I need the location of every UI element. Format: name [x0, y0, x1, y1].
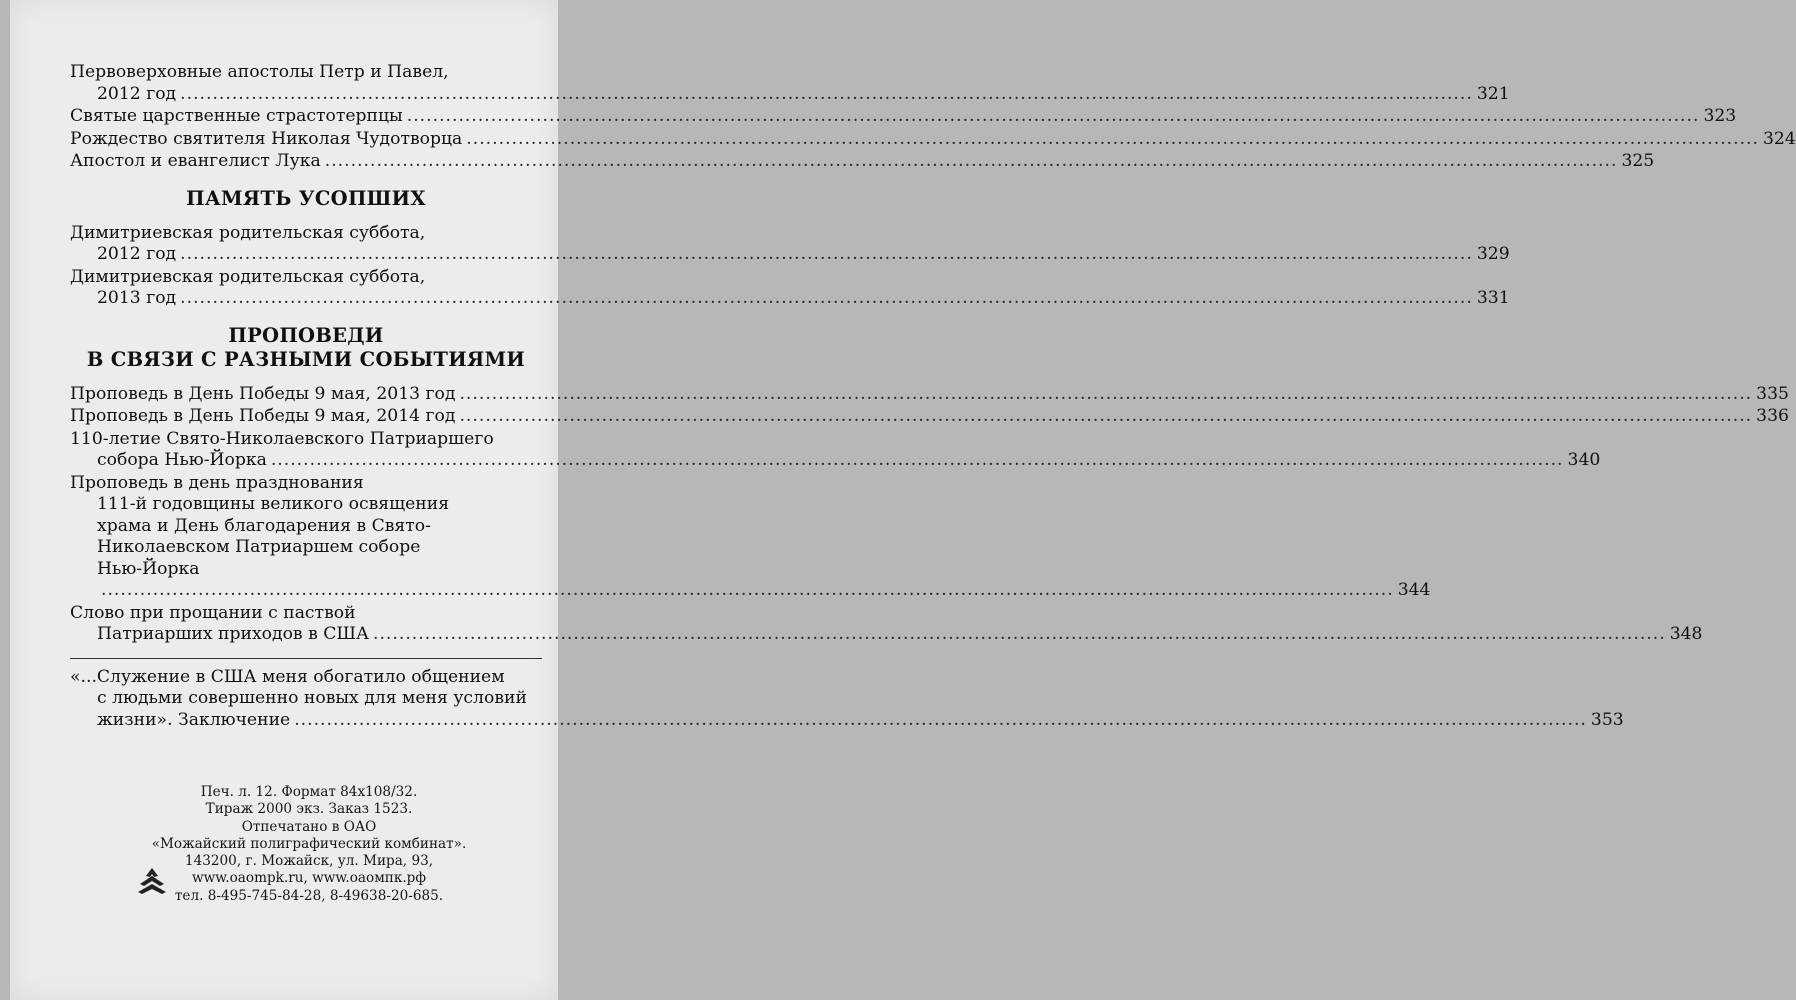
toc-entry	[70, 222, 1510, 266]
toc-page-number: 348	[1669, 624, 1703, 644]
toc-page-number: 331	[1476, 288, 1510, 308]
toc-entry-title-line: с людьми совершенно новых для меня условий	[97, 688, 527, 708]
toc-entry-title-line: собора Нью-Йорка	[97, 450, 267, 470]
imprint-line: www.oaompk.ru, www.оаомпк.рф	[191, 870, 426, 887]
divider	[70, 658, 542, 659]
toc-entry-title-line: Проповедь в День Победы 9 мая, 2014 год	[70, 406, 456, 426]
toc-entry-title-line: 2012 год	[97, 83, 177, 104]
toc-page-number: 353	[1590, 709, 1624, 730]
imprint-block	[128, 784, 490, 905]
dot-leader: ........................................................................................................................................................................................................	[180, 288, 1473, 308]
imprint-line: «Можайский полиграфический комбинат».	[151, 835, 467, 852]
toc-entry-title-line: Святые царственные страстотерпцы	[70, 106, 403, 126]
toc-page-number: 324	[1762, 128, 1796, 149]
dot-leader: ........................................................................................................................................................................................................	[466, 128, 1759, 149]
toc-entry	[70, 266, 1510, 310]
toc-entry	[70, 406, 1789, 428]
toc-entry-title-line: Проповедь в День Победы 9 мая, 2013 год	[70, 383, 456, 404]
toc-entry	[70, 428, 1601, 472]
toc-group-sermons	[70, 383, 1789, 646]
dot-leader: ........................................................................................................................................................................................................	[324, 151, 1618, 171]
toc-entry-title-line: жизни». Заключение	[97, 709, 291, 730]
imprint-line: Тираж 2000 экз. Заказ 1523.	[205, 801, 413, 818]
toc-entry-leader-line	[70, 383, 1789, 406]
dot-leader: ........................................................................................................................................................................................................	[180, 83, 1473, 104]
section-heading-line: ПАМЯТЬ УСОПШИХ	[186, 186, 426, 210]
toc-page-number: 329	[1476, 244, 1510, 264]
toc-entry-leader-line	[70, 580, 1431, 602]
toc-entry	[70, 472, 1431, 602]
dot-leader: ........................................................................................................................................................................................................	[270, 450, 1564, 470]
toc-entry-leader-line	[70, 709, 1624, 732]
toc-group-conclusion	[70, 666, 1624, 732]
dot-leader: ........................................................................................................................................................................................................	[373, 624, 1666, 644]
toc-entry-title-line: Патриарших приходов в США	[97, 624, 369, 644]
toc-entry-title-line: храма и День благодарения в Свято-	[97, 515, 431, 536]
section-heading-line: В СВЯЗИ С РАЗНЫМИ СОБЫТИЯМИ	[86, 347, 526, 371]
toc-entry-title-line: Апостол и евангелист Лука	[70, 151, 321, 171]
toc-entry-leader-line	[70, 244, 1510, 266]
toc-entry	[70, 128, 1796, 151]
toc-entry-leader-line	[70, 151, 1655, 173]
toc-page-number: 335	[1756, 383, 1789, 404]
toc-entry-title-line: Проповедь в день празднования	[70, 472, 364, 493]
toc-entry	[70, 602, 1703, 646]
toc-page-number: 321	[1476, 83, 1510, 104]
toc-entry	[70, 666, 1624, 732]
toc-entry-title-line: Нью-Йорка	[97, 558, 200, 579]
dot-leader: ........................................................................................................................................................................................................	[101, 580, 1394, 600]
toc-entry-title-line: «...Служение в США меня обогатило общением	[70, 666, 505, 687]
book-page	[10, 0, 1796, 1000]
imprint-line: тел. 8-495-745-84-28, 8-49638-20-685.	[174, 887, 444, 904]
toc-entry-title-line: 110-летие Свято-Николаевского Патриаршего	[70, 428, 494, 449]
toc-entry-leader-line	[70, 83, 1510, 106]
toc-entry-title-line: Николаевском Патриаршем соборе	[97, 537, 421, 557]
dot-leader: ........................................................................................................................................................................................................	[459, 383, 1753, 404]
toc-page-number: 323	[1703, 106, 1737, 126]
toc-entry-title-line: Первоверховные апостолы Петр и Павел,	[70, 62, 449, 82]
toc-entry	[70, 151, 1655, 173]
toc-entry-title-line: Рождество святителя Николая Чудотворца	[70, 128, 463, 149]
toc-entry-leader-line	[70, 106, 1737, 128]
dot-leader: ........................................................................................................................................................................................................	[294, 709, 1587, 730]
toc-page-number: 344	[1397, 580, 1431, 600]
toc-entry-title-line: 2012 год	[97, 244, 177, 264]
toc-page-number: 336	[1756, 406, 1789, 426]
toc-group-memory	[70, 222, 1510, 310]
toc-entry-leader-line	[70, 128, 1796, 151]
imprint-line: Отпечатано в ОАО	[241, 818, 377, 835]
dot-leader: ........................................................................................................................................................................................................	[459, 406, 1753, 426]
toc-entry-leader-line	[70, 624, 1703, 646]
table-of-contents	[70, 62, 1796, 732]
toc-entry-title-line: 2013 год	[97, 288, 177, 308]
toc-entry	[70, 106, 1737, 128]
toc-entry-title-line: 111-й годовщины великого освящения	[97, 494, 450, 514]
section-heading-line: ПРОПОВЕДИ	[228, 323, 384, 347]
toc-entry-title-line: Димитриевская родительская суббота,	[70, 266, 426, 287]
toc-entry-title-line: Слово при прощании с паствой	[70, 602, 356, 623]
toc-entry-leader-line	[70, 450, 1601, 472]
toc-group-feasts	[70, 62, 1796, 173]
section-heading-memory	[70, 187, 542, 211]
dot-leader: ........................................................................................................................................................................................................	[180, 244, 1473, 264]
imprint-line: 143200, г. Можайск, ул. Мира, 93,	[184, 853, 434, 870]
dot-leader: ........................................................................................................................................................................................................	[406, 106, 1700, 126]
toc-entry-leader-line	[70, 406, 1789, 428]
toc-page-number: 325	[1621, 151, 1655, 171]
toc-page-number: 340	[1567, 450, 1601, 470]
toc-entry	[70, 62, 1510, 105]
toc-entry	[70, 383, 1789, 406]
toc-entry-leader-line	[70, 288, 1510, 310]
toc-entry-title-line: Димитриевская родительская суббота,	[70, 222, 426, 243]
imprint-line: Печ. л. 12. Формат 84x108/32.	[200, 784, 418, 800]
section-heading-sermons	[70, 324, 542, 372]
